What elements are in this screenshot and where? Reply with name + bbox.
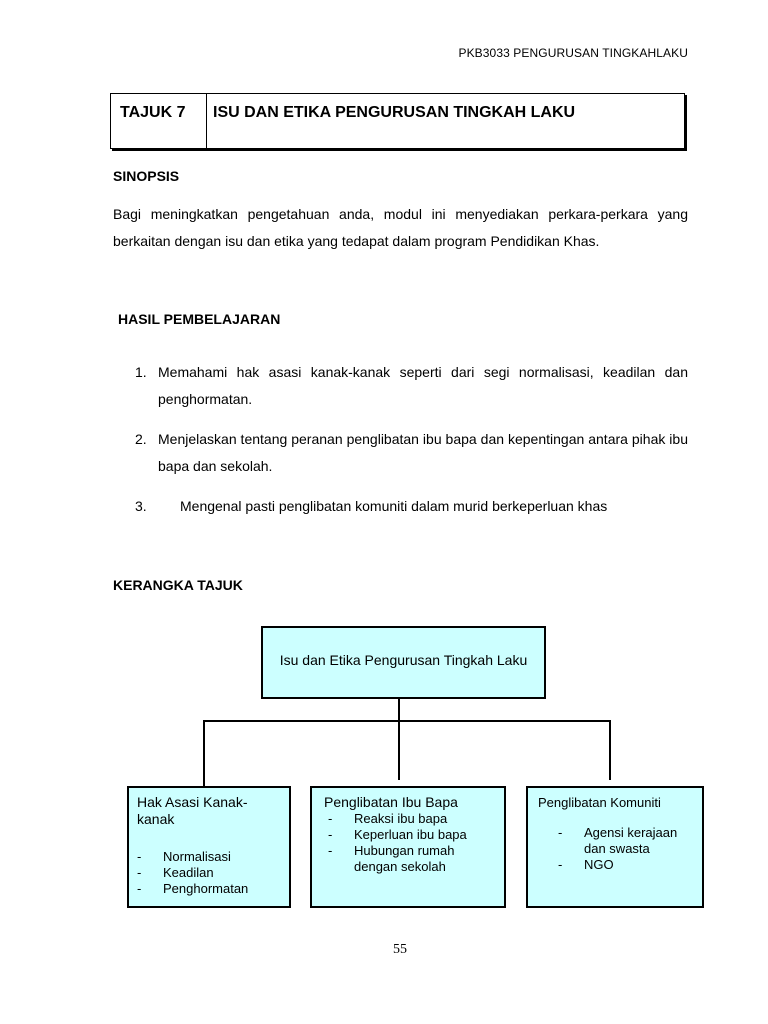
list-item (135, 359, 688, 413)
page-header: PKB3033 PENGURUSAN TINGKAHLAKU (458, 46, 688, 60)
list-item (135, 493, 688, 520)
list-text: Memahami hak asasi kanak-kanak seperti dari segi normalisasi, keadilan dan penghormatan. (158, 364, 688, 407)
connector-line (203, 720, 611, 722)
list-text: Mengenal pasti penglibatan komuniti dalam murid berkeperluan khas (180, 498, 608, 514)
topic-title-box (110, 93, 685, 149)
list-number: 3. (135, 498, 147, 514)
list-text: Menjelaskan tentang peranan penglibatan ibu bapa dan kepentingan antara pihak ibu bapa dan sekolah. (158, 431, 688, 474)
branch-item: - Normalisasi (137, 849, 231, 864)
branch-item: - Keadilan (137, 865, 214, 880)
list-number: 2. (135, 431, 147, 447)
branch-item: - Hubungan rumah dengan sekolah (328, 843, 455, 874)
diagram-root-label: Isu dan Etika Pengurusan Tingkah Laku (279, 652, 528, 668)
connector-line (398, 699, 400, 721)
branch-item: - NGO (558, 857, 614, 872)
sinopsis-heading: SINOPSIS (113, 168, 180, 184)
sinopsis-text: Bagi meningkatkan pengetahuan anda, modul ini menyediakan perkara-perkara yang berkaitan dengan isu dan etika yang tedapat dalam program Pendidikan Khas. (113, 206, 688, 249)
diagram-root-box (261, 626, 546, 699)
branch-title: Hak Asasi Kanak-kanak (137, 794, 248, 827)
list-item (135, 426, 688, 480)
branch-item: - Penghormatan (137, 881, 249, 896)
branch-item: - Reaksi ibu bapa (328, 811, 448, 826)
diagram-branch-box (526, 786, 704, 908)
branch-title: Penglibatan Ibu Bapa (324, 794, 458, 810)
hasil-heading: HASIL PEMBELAJARAN (118, 311, 281, 327)
branch-title: Penglibatan Komuniti (538, 795, 661, 810)
kerangka-heading: KERANGKA TAJUK (113, 577, 243, 593)
topic-number: TAJUK 7 (111, 94, 207, 148)
diagram-branch-box (127, 786, 291, 908)
topic-title: ISU DAN ETIKA PENGURUSAN TINGKAH LAKU (213, 104, 576, 121)
branch-item: - Agensi kerajaan dan swasta (558, 825, 678, 856)
branch-item: - Keperluan ibu bapa (328, 827, 467, 842)
connector-line (609, 720, 611, 780)
connector-line (203, 720, 205, 786)
list-number: 1. (135, 364, 147, 380)
diagram-branch-box (310, 786, 506, 908)
page-number: 55 (393, 942, 407, 957)
connector-line (398, 720, 400, 780)
